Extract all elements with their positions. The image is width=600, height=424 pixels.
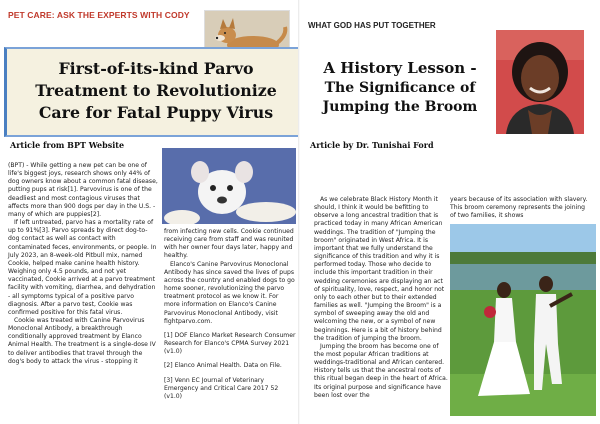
- puppy-illustration: [162, 148, 296, 224]
- author-portrait: [496, 30, 584, 134]
- paragraph: from infecting new cells. Cookie continued receiving care from staff and was reunited with her owner four days later, happy and healthy.: [164, 228, 294, 260]
- paragraph: Elanco's Canine Parvovirus Monoclonal Antibody has since saved the lives of pups across the country and enabled dogs to go home sooner, revolutionizing the parvo treatment protocol as we know it. For more information on Elanco's Canine Parvovirus Monoclonal Antibody, visit fightparvo.com.: [164, 260, 295, 325]
- right-column-2: [450, 196, 590, 220]
- section-label: PET CARE: ASK THE EXPERTS WITH CODY: [8, 10, 190, 20]
- paragraph: Jumping the broom has become one of the most popular African traditions at weddings-traditional and African centered. History tells us that the ancestral roots of this ritual began deep in the heart of Africa. Its original purpose and significance have been lost over the: [314, 342, 448, 399]
- left-column-1: [8, 162, 158, 366]
- author-photo: [496, 30, 584, 134]
- paragraph: If left untreated, parvo has a mortality rate of up to 91%[3]. Parvo spreads by direct dog-to-dog contact as well as contact with contaminated feces, environments, or people. In July 2023, an 8-week-old Pitbull mix, named Cookie, helped make canine health history. Weighing only 4.5 pounds, and not yet vaccinated, Cookie arrived at a parvo treatment facility with vomiting, diarrhea, and dehydration - all symptoms typical of a positive parvo diagnosis. After a parvo test, Cookie was confirmed positive for this fatal virus.: [8, 219, 157, 316]
- article-title: [300, 58, 500, 117]
- section-label: WHAT GOD HAS PUT TOGETHER: [308, 21, 436, 30]
- title-line-2: The Significance of Jumping the Broom: [322, 80, 478, 115]
- reference: [3] Venn EC Journal of Veterinary Emergency and Critical Care 2017 52 (v1.0): [164, 376, 279, 400]
- article-byline: Article from BPT Website: [10, 140, 125, 150]
- reference: [1] DOF Elanco Market Research Consumer Research for Elanco's CPMA Survey 2021 (v1.0): [164, 331, 296, 356]
- right-page: [300, 0, 600, 424]
- paragraph: (BPT) - While getting a new pet can be one of life's biggest joys, research shows only 44% of dog owners know about a common fatal disease, putting pups at risk[1]. Parvovirus is one of the deadliest and most contagious viruses that affects more than 900 dogs per day in the U.S. - many of which are puppies[2].: [8, 162, 158, 218]
- puppy-photo: [162, 148, 296, 224]
- article-byline: Article by Dr. Tunishai Ford: [310, 140, 434, 150]
- article-title: First-of-its-kind Parvo Treatment to Revolutionize Care for Fatal Puppy Virus: [35, 59, 277, 122]
- reference: [2] Elanco Animal Health. Data on File.: [164, 362, 282, 370]
- title-line-1: A History Lesson -: [323, 59, 477, 77]
- left-column-2: [164, 228, 296, 401]
- right-column-1: [314, 196, 448, 400]
- paragraph: years because of its association with slavery. This broom ceremony represents the joining of two families, it shows: [450, 196, 588, 220]
- wedding-photo: [450, 224, 596, 416]
- paragraph: As we celebrate Black History Month it should, I think it would be befitting to observe a long ancestral tradition that is practiced today in many African American weddings. The tradition of "Jumping the broom" originated in West Africa. It is important that we fully understand the significance of this tradition and why it is performed today. Those who decide to include this important tradition in their wedding ceremonies are displaying an act of spirituality, love, respect, and honor not only to each other but to their extended families as well. "Jumping the Broom" is a symbol of sweeping away the old and welcoming the new, or a symbol of new beginnings. Here is a bit of history behind the tradition of jumping the broom.: [314, 196, 445, 342]
- wedding-illustration: [450, 224, 596, 416]
- paragraph: Cookie was treated with Canine Parvovirus Monoclonal Antibody, a breakthrough conditionally approved treatment by Elanco Animal Health. The treatment is a single-dose IV to deliver antibodies that travel through the dog's body to attack the virus - stopping it: [8, 316, 156, 365]
